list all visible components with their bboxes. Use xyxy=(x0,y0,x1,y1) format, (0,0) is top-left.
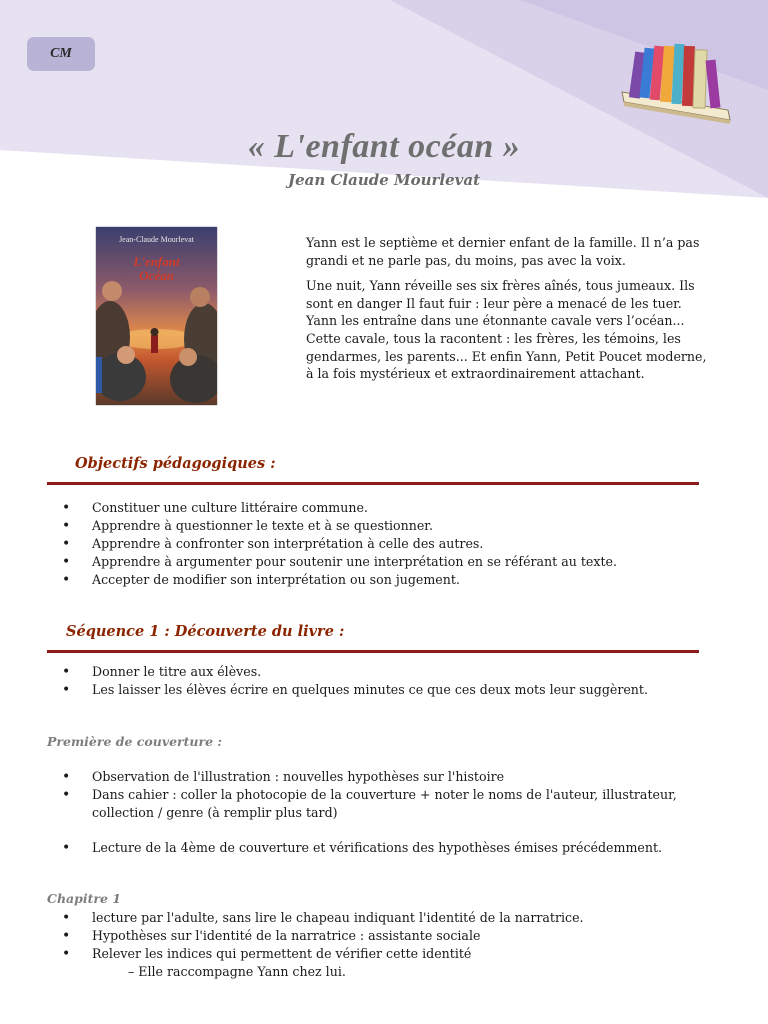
list-item: • Apprendre à confronter son interprétation à celle des autres. xyxy=(47,535,697,553)
book-title: « L'enfant océan » xyxy=(247,128,521,165)
section-divider xyxy=(47,650,699,653)
chapitre1-list xyxy=(47,909,697,963)
list-item: • Hypothèses sur l'identité de la narratrice : assistante sociale xyxy=(47,927,697,945)
list-item: • Constituer une culture littéraire commune. xyxy=(47,499,697,517)
cover-title-text xyxy=(96,255,217,283)
cover-title-line1: L'enfant xyxy=(133,254,180,269)
list-item: • lecture par l'adulte, sans lire le chapeau indiquant l'identité de la narratrice. xyxy=(47,909,697,927)
book-summary xyxy=(306,234,716,391)
list-item: • Relever les indices qui permettent de vérifier cette identité xyxy=(47,945,697,963)
quatrieme-couverture-list xyxy=(47,839,697,857)
list-item: • Lecture de la 4ème de couverture et vérifications des hypothèses émises précédemment. xyxy=(47,839,697,857)
chapitre1-sub-item: – Elle raccompagne Yann chez lui. xyxy=(128,964,346,979)
bookshelf-icon xyxy=(618,40,736,130)
list-item: • Apprendre à argumenter pour soutenir une interprétation en se référant au texte. xyxy=(47,553,697,571)
list-item: • Dans cahier : coller la photocopie de la couverture + noter le noms de l'auteur, illustrateur, collection / genre (à remplir plus tard) xyxy=(47,786,697,822)
book-cover-image xyxy=(96,227,217,405)
book-author: Jean Claude Mourlevat xyxy=(287,171,481,189)
cover-title-line2: Océan xyxy=(139,268,174,283)
premiere-couverture-list xyxy=(47,768,697,822)
section-divider xyxy=(47,482,699,485)
list-item: • Observation de l'illustration : nouvelles hypothèses sur l'histoire xyxy=(47,768,697,786)
premiere-couverture-label: Première de couverture : xyxy=(47,734,223,749)
list-item: • Apprendre à questionner le texte et à se questionner. xyxy=(47,517,697,535)
summary-paragraph: Une nuit, Yann réveille ses six frères aînés, tous jumeaux. Ils sont en danger Il faut fuir : leur père a menacé de les tuer. Yann les entraîne dans une étonnante cavale vers l’océan... Cette cavale, tous la racontent : les frères, les témoins, les gendarmes, les parents... Et enfin Yann, Petit Poucet moderne, à la fois mystérieux et extraordinairement attachant. xyxy=(306,278,707,382)
summary-paragraph: Yann est le septième et dernier enfant de la famille. Il n’a pas grandi et ne parle pas, du moins, pas avec la voix. xyxy=(306,235,700,268)
cover-author-text: Jean-Claude Mourlevat xyxy=(119,235,194,244)
objectifs-list xyxy=(47,499,697,589)
level-badge: CM xyxy=(27,37,95,71)
list-item: • Les laisser les élèves écrire en quelques minutes ce que ces deux mots leur suggèrent. xyxy=(47,681,687,699)
sequence1-list xyxy=(47,663,687,699)
list-item: • Accepter de modifier son interprétation ou son jugement. xyxy=(47,571,697,589)
objectifs-heading: Objectifs pédagogiques : xyxy=(75,455,276,472)
list-item: • Donner le titre aux élèves. xyxy=(47,663,687,681)
sequence1-heading: Séquence 1 : Découverte du livre : xyxy=(66,623,345,640)
chapitre1-label: Chapitre 1 xyxy=(47,891,121,906)
